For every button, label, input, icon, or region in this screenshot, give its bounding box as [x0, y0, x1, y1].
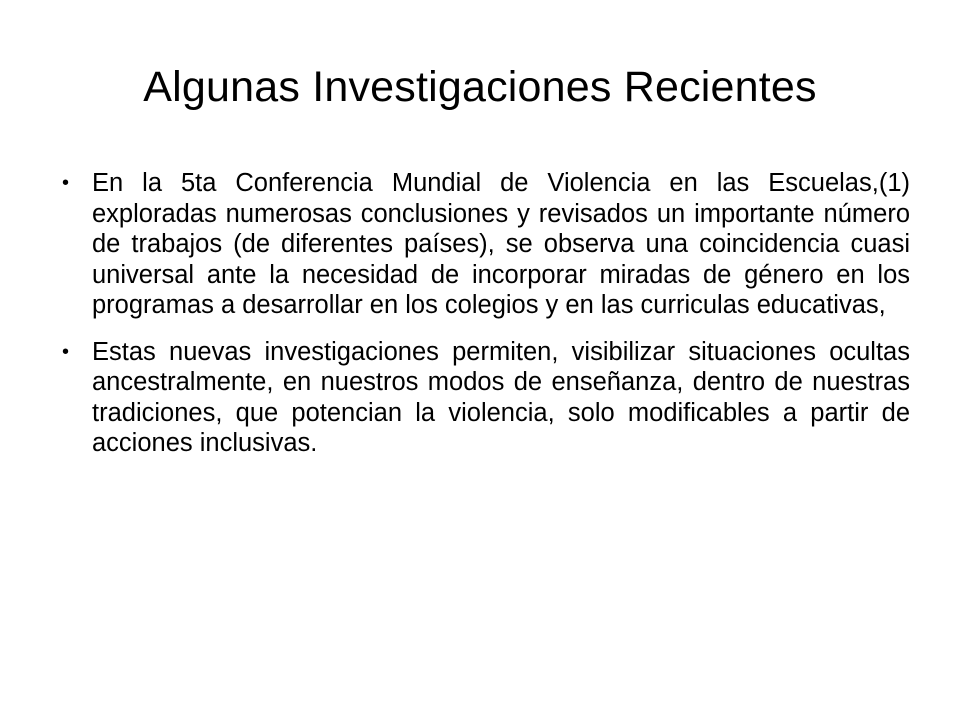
bullet-text: En la 5ta Conferencia Mundial de Violencia en las Escuelas,(1) exploradas numerosas conclusiones y revisados un importante número de trabajos (de diferentes países), se observa una coincidencia cuasi universal ante la necesidad de incorporar miradas de género en los programas a desarrollar en los colegios y en las curriculas educativas, [92, 169, 910, 319]
bullet-dot-icon: • [62, 340, 70, 363]
bullet-item [62, 337, 910, 459]
bullet-list [62, 168, 910, 475]
slide-title: Algunas Investigaciones Recientes [143, 63, 817, 111]
bullet-text: Estas nuevas investigaciones permiten, visibilizar situaciones ocultas ancestralmente, en nuestros modos de enseñanza, dentro de nuestras tradiciones, que potencian la violencia, solo modificables a partir de acciones inclusivas. [92, 337, 910, 457]
bullet-item [62, 168, 910, 321]
bullet-dot-icon: • [62, 172, 70, 194]
